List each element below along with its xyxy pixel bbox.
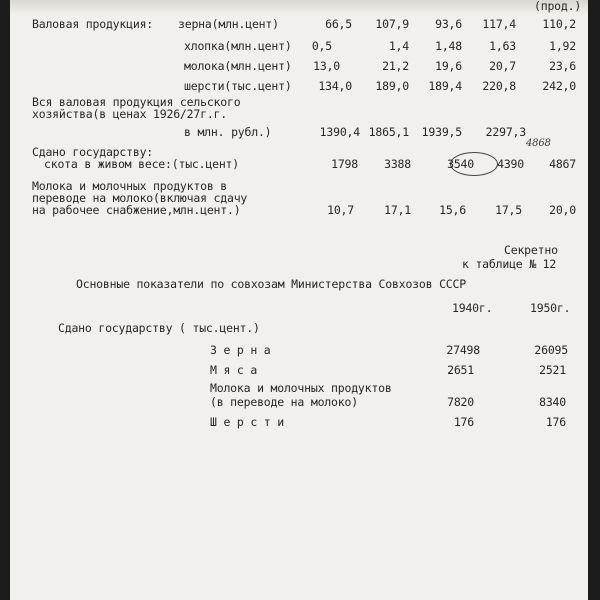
scan-shadow (10, 0, 588, 14)
milk-value-5: 20,0 (549, 203, 576, 217)
total-value-3: 1939,5 (421, 125, 462, 139)
value-1: 66,5 (325, 17, 352, 31)
cattle-label: скота в живом весе:(тыс.цент) (44, 157, 239, 171)
delivered-label: Сдано государству: (32, 145, 154, 159)
value-1950: 8340 (539, 395, 566, 409)
document-page (10, 0, 588, 600)
row-item-continued: (в переводе на молоко) (210, 395, 358, 409)
total-gross-line3: в млн. рубл.) (184, 125, 272, 139)
value-4: 1,63 (489, 39, 516, 53)
row-item: Ш е р с т и (210, 415, 284, 429)
milk-value-3: 15,6 (439, 203, 466, 217)
row-item: М я с а (210, 363, 258, 377)
value-1940: 176 (453, 415, 474, 429)
value-2: 107,9 (375, 17, 409, 31)
sovkhoz-title: Основные показатели по совхозам Министерства Совхозов СССР (76, 277, 466, 291)
gross-production-label: Валовая продукция: (32, 17, 154, 31)
value-1950: 26095 (534, 343, 568, 357)
sovkhoz-delivered-label: Сдано государству ( тыс.цент.) (58, 321, 260, 335)
cattle-value-4: 4390 (497, 157, 524, 171)
milk-value-4: 17,5 (495, 203, 522, 217)
total-value-2: 1865,1 (368, 125, 409, 139)
value-5: 1,92 (549, 39, 576, 53)
value-2: 21,2 (382, 59, 409, 73)
cattle-value-3: 3540 (447, 157, 474, 171)
handwritten-note: 4868 (526, 138, 551, 149)
value-3: 19,6 (435, 59, 462, 73)
total-value-4: 2297,3 (485, 125, 526, 139)
value-2: 1,4 (388, 39, 409, 53)
value-4: 20,7 (489, 59, 516, 73)
row-item: З е р н а (210, 343, 271, 357)
cattle-value-5: 4867 (549, 157, 576, 171)
total-gross-line1: Вся валовая продукция сельского (32, 95, 241, 109)
value-3: 1,48 (435, 39, 462, 53)
value-4: 220,8 (482, 79, 516, 93)
value-2: 189,0 (375, 79, 409, 93)
secret-stamp: Секретно (504, 243, 558, 257)
value-1940: 7820 (447, 395, 474, 409)
milk-value-1: 10,7 (327, 203, 354, 217)
row-item: зерна(млн.цент) (178, 17, 279, 31)
value-5: 242,0 (542, 79, 576, 93)
value-1: 13,0 (313, 59, 340, 73)
cattle-value-2: 3388 (384, 157, 411, 171)
total-gross-line2: хозяйства(в ценах 1926/27г.г. (32, 107, 227, 121)
value-3: 93,6 (435, 17, 462, 31)
value-3: 189,4 (428, 79, 462, 93)
row-item: хлопка(млн.цент) (184, 39, 292, 53)
value-5: 23,6 (549, 59, 576, 73)
value-1950: 176 (545, 415, 566, 429)
top-right-fragment: (прод.) (534, 0, 582, 13)
cattle-value-1: 1798 (331, 157, 358, 171)
row-item: молока(млн.цент) (184, 59, 292, 73)
table-reference: к таблице № 12 (462, 257, 557, 271)
value-5: 110,2 (542, 17, 576, 31)
year-1950: 1950г. (530, 301, 571, 315)
value-1950: 2521 (539, 363, 566, 377)
value-1: 0,5 (311, 39, 332, 53)
milk-line3: на рабочее снабжение,млн.цент.) (32, 203, 241, 217)
value-1940: 27498 (446, 343, 480, 357)
milk-value-2: 17,1 (384, 203, 411, 217)
value-1: 134,0 (318, 79, 352, 93)
milk-line2: переводе на молоко(включая сдачу (32, 191, 248, 205)
total-value-1: 1390,4 (319, 125, 360, 139)
row-item: шерсти(тыс.цент) (184, 79, 292, 93)
milk-line1: Молока и молочных продуктов в (32, 179, 227, 193)
row-item: Молока и молочных продуктов (210, 381, 392, 395)
year-1940: 1940г. (452, 301, 493, 315)
value-1940: 2651 (447, 363, 474, 377)
value-4: 117,4 (482, 17, 516, 31)
